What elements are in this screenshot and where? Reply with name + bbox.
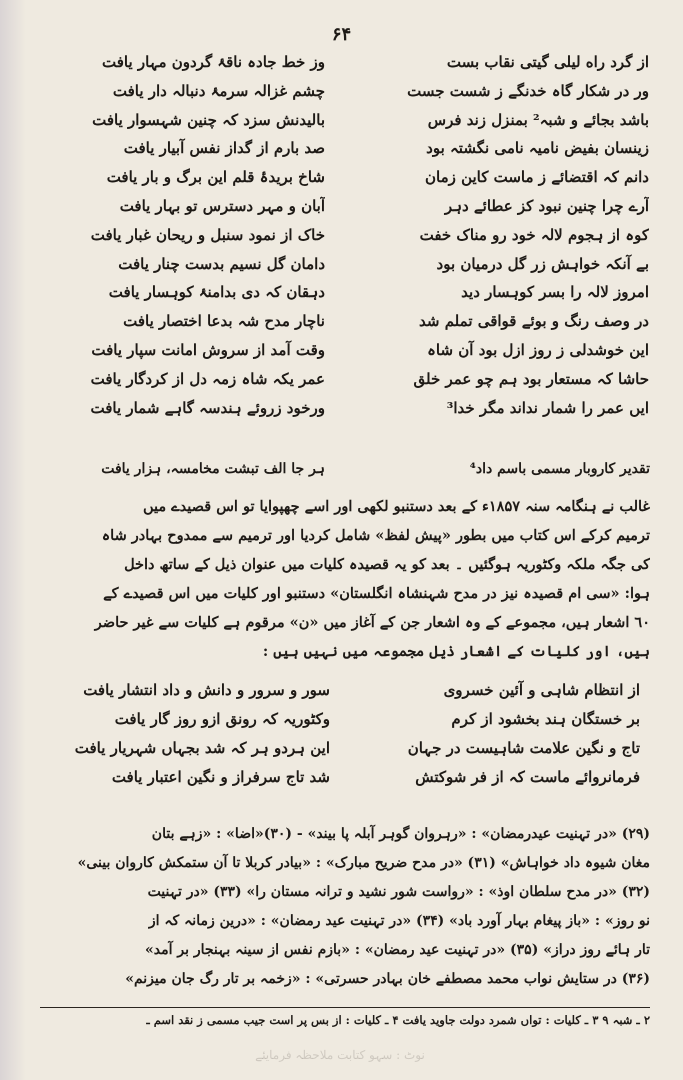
verse-line: وقت آمد از سروش امانت سپار یافت [91,340,325,359]
verse-line: ور در شکار گاہ خدنگے ز شست جست [407,81,649,100]
show-through-text: نوٹ : سہو کتابت ملاحظہ فرمایئے [255,1048,425,1062]
verse-line: باشد بجائے و شبہ² بمنزل زند فرس [427,110,649,129]
verse-line: در وصف رنگ و بوئے قواقی تملم شد [419,312,649,331]
verse-line: آبان و مہر دسترس تو بہار یافت [119,196,325,215]
index-line: مغان شیوہ داد خواہاش» (۳۱) «در مدح ضریح مبارک» : «بیادر کربلا تا آن ستمکش کاروان بینی» [77,855,650,871]
verse-line: صد بارم از گداز نفس آبیار یافت [123,139,325,158]
verse-line: چشم غزالہ سرمۂ دنبالہ دار یافت [112,81,325,100]
index-line: (۳۲) «در مدح سلطان اوذ» : «رواست شور نشید و ترانہ مستان را» (۳۳) «در تہنیت [147,884,650,900]
verse-couplet [40,763,650,792]
verse-line: ناچار مدح شہ بدعا اختصار یافت [123,312,325,331]
paragraph-line: ہیں، اور کلیات کے اشعار ذیل مجموعہ میں نہیں ہیں : [262,643,650,660]
couplet-right: بر خستگان ہند بخشود از کرم [451,710,640,728]
couplet-right: تاج و نگین علامت شاہیست در جہان [407,739,640,757]
verse-line: حاشا کہ مستعار بود ہم چو عمر خلق [413,369,649,388]
paragraph-line: غالب نے ہنگامہ سنہ ۱۸۵۷ء کے بعد دستنبو لکھی اور اسے چھپوایا تو اس قصیدے میں [142,498,650,515]
verse-line: از گرد راه لیلی گیتی نقاب بست [446,53,649,71]
page-number: ۶۴ [331,24,352,45]
index-line: (۲۹) «در تہنیت عیدرمضان» : «رہروان گوہر آبلہ پا بیند» - (۳۰)«اضا» : «زہے بتان [151,826,650,842]
verse-line: خاک از نمود سنبل و ریحان غبار یافت [90,225,325,244]
additional-verses [40,676,650,792]
couplet-right: فرمانروائے ماست کہ از فر شوکتش [415,768,640,786]
paragraph-line: ترمیم کرکے اس کتاب میں بطور «پیش لفظ» شامل کردیا اور ترمیم سے ممدوح بہادر شاہ [101,527,650,544]
verse-line: دانم کہ اقتضائے ز ماست کاین زمان [425,168,649,187]
verse-line: شاخ بریدۂ قلم این برگ و بار یافت [106,168,325,187]
verse-column-left [40,48,325,422]
closing-verse-left: ہر جا الف تبشت مخامسہ، ہزار یافت [101,461,325,477]
index-line: تار ہائے روز دراز» (۳۵) «در تہنیت عید رمضان» : «بازم نفس از سینہ بہنجار بر آمد» [145,942,650,958]
commentary-paragraph [40,492,650,666]
paragraph-line: کی جگہ ملکہ وکٹوریہ ہوگئیں ۔ بعد کو یہ قصیدہ کلیات میں عنوان ذیل کے ساتھ داخل [124,556,650,573]
verse-line: وز خط جادہ ناقۂ گردون مہار یافت [102,53,325,71]
verse-line: ایں عمر را شمار نداند مگر خدا³ [446,398,649,417]
couplet-left: شد تاج سرفراز و نگین اعتبار یافت [111,768,330,786]
page-edge-bleed [0,0,26,1080]
verse-line: بالیدنش سزد کہ چنین شہسوار یافت [92,110,325,129]
verse-couplet [40,676,650,705]
index-line: نو روز» : «باز پیغام بہار آورد باد» (۳۴) «در تہنیت عید رمضان» : «درین زمانہ کہ از [148,913,650,929]
couplet-right: از انتظام شاہی و آئین خسروی [443,681,640,699]
footnote-divider [40,1007,650,1008]
verse-line: بے آنکہ خواہش زر گل درمیان بود [436,254,649,273]
index-line: (۳۶) در ستایش نواب محمد مصطفے خان بہادر حسرتی» : «زخمہ بر تار رگ جان میزنم» [125,971,650,987]
verse-column-right [344,48,649,422]
closing-verse-right: تقدیر کاروبار مسمی باسم داد⁴ [469,461,650,477]
verse-line: کوہ از ہجوم لالہ خود رو مناک خفت [419,225,649,244]
verse-line: ورخود زروئے ہندسہ گاہے شمار یافت [90,398,325,417]
paragraph-line: ٦٠ اشعار ہیں، مجموعے کے وہ اشعار جن کے آغاز میں «ن» مرقوم ہے کلیات سے غیر حاضر [94,614,650,631]
footnote: ۲ ـ شبہ ۹ ۳ ـ کلیات : تواں شمرد دولت جاوید یافت ۴ ـ کلیات : از بس پر است جیب مسمی ز نقد اسم ـ [146,1013,650,1027]
poem-index [40,820,650,994]
verse-line: امروز لالہ را بسر کوہسار دید [461,283,649,302]
couplet-left: این ہردو ہر کہ شد بجہاں شہریار یافت [74,739,330,757]
verse-line: آرے چرا چنین نبود کز عطائے دہر [444,196,649,215]
couplet-left: وکٹوریہ کہ رونق ازو روز گار یافت [114,710,330,728]
verse-line: زینسان بفیض نامیہ نامی نگشتہ بود [426,139,649,158]
couplet-left: سور و سرور و دانش و داد انتشار یافت [83,681,330,699]
paragraph-line: ہوا: «سی ام قصیدہ نیز در مدح شہنشاہ انگلستان» دستنبو اور کلیات میں اس قصیدے کے [103,585,650,602]
verse-line: دامان گل نسیم بدست چنار یافت [118,254,325,273]
verse-couplet [40,705,650,734]
verse-couplet [40,734,650,763]
verse-line: عمر یکہ شاہ زمہ دل از کردگار یافت [90,369,325,388]
verse-line: این خوشدلی ز روز ازل بود آن شاہ [427,340,649,359]
verse-line: دہقان کہ دی بدامنۂ کوہسار یافت [108,283,325,302]
closing-verse [40,461,650,489]
